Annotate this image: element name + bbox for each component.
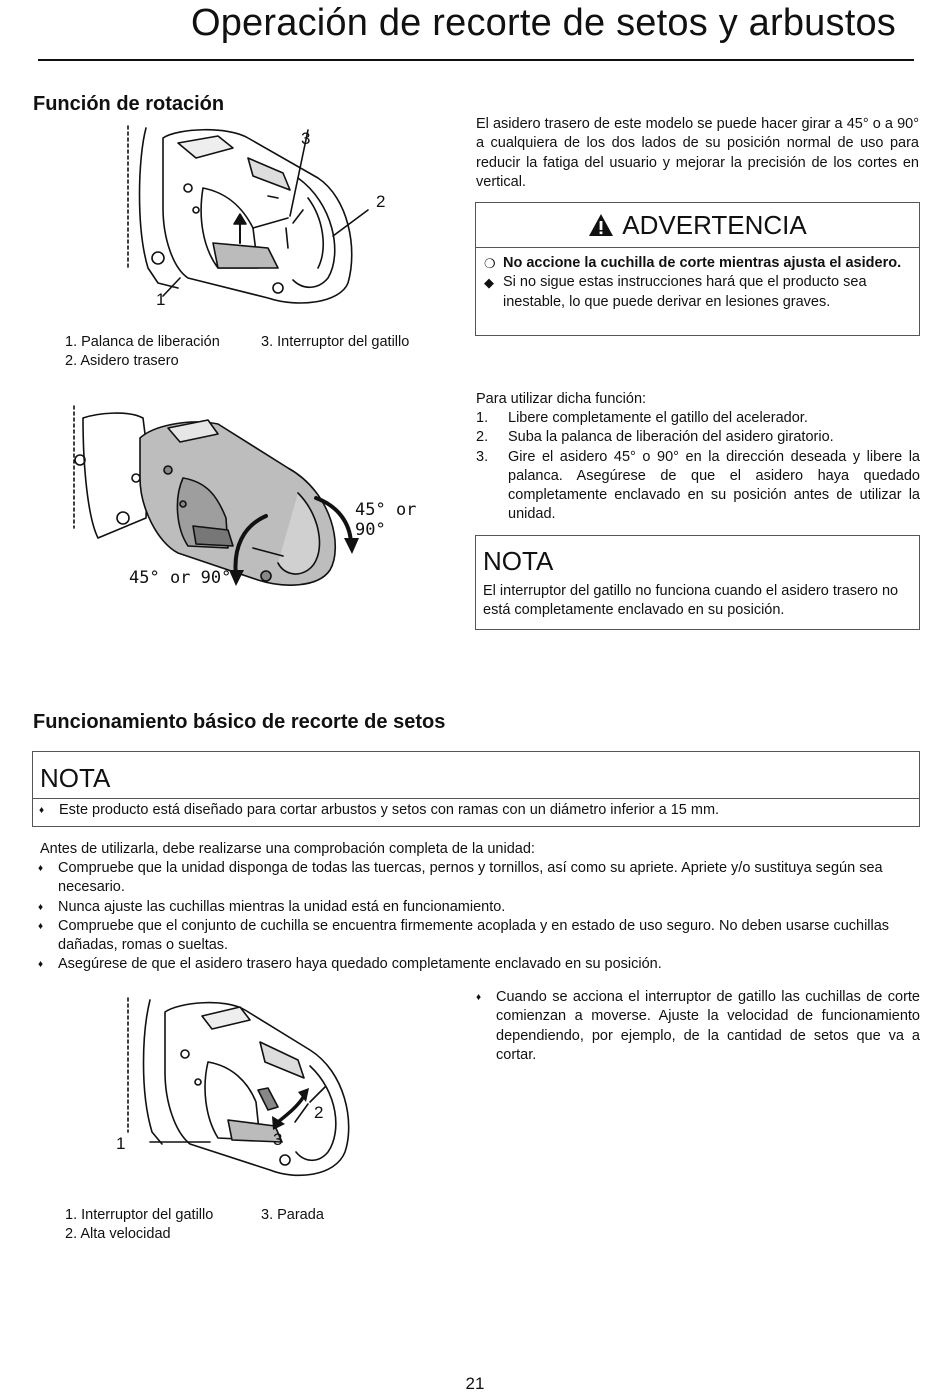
figure-trigger-speed — [110, 992, 370, 1192]
angle-label-right: 45° or 90° — [355, 500, 417, 540]
warning-body — [476, 248, 919, 312]
note-list — [33, 799, 919, 820]
header-rule — [38, 59, 914, 61]
figure-rotation-handle — [118, 118, 418, 328]
bullet-icon: ♦ — [476, 992, 482, 1003]
section-heading-rotation: Función de rotación — [33, 93, 225, 115]
check-item: ♦ Asegúrese de que el asidero trasero haya quedado completamente enclavado en su posición. — [36, 955, 918, 974]
callout-2: 2 — [376, 192, 386, 211]
page-number: 21 — [465, 1374, 485, 1393]
bullet-icon: ♦ — [39, 805, 45, 816]
caption-3: 3. Parada — [261, 1207, 324, 1223]
note-title: NOTA — [33, 752, 919, 799]
check-item: ♦ Compruebe que la unidad disponga de todas las tuercas, pernos y tornillos, así como su apriete. Apriete y/o sustituya según sea necesario. — [36, 859, 918, 898]
caption-1: 1. Palanca de liberación — [65, 334, 220, 350]
page-title: Operación de recorte de setos y arbustos — [190, 2, 896, 44]
warning-box — [475, 202, 920, 336]
bullet-icon: ♦ — [38, 901, 44, 913]
step-2: 2. Suba la palanca de liberación del asidero giratorio. — [476, 429, 834, 446]
step-3: 3. Gire el asidero 45° o 90° en la dirección deseada y libere la palanca. Asegúrese de que el asidero haya quedado completamente enclavado en su posición antes de utilizar la unidad. — [476, 448, 920, 523]
note-item: ♦ Este producto está diseñado para cortar arbustos y setos con ramas con un diámetro inferior a 15 mm. — [37, 801, 919, 820]
note-box-diameter — [32, 751, 920, 827]
note-box-trigger — [475, 535, 920, 630]
callout-3: 3 — [301, 129, 311, 148]
figure-rotation-angles — [68, 398, 448, 598]
note-title: NOTA — [483, 546, 554, 576]
trigger-illustration — [110, 992, 370, 1192]
checks-list — [36, 859, 918, 975]
caption-1: 1. Interruptor del gatillo — [65, 1207, 214, 1223]
check-item: ♦ Compruebe que el conjunto de cuchilla se encuentra firmemente acoplada y en estado de uso seguro. No deben usarse cuchillas dañadas, romas o sueltas. — [36, 917, 918, 956]
usage-steps — [476, 409, 920, 525]
warning-item: ◆ Si no sigue estas instrucciones hará que el producto sea inestable, lo que puede derivar en lesiones graves. — [484, 273, 913, 312]
warning-title: ADVERTENCIA — [622, 209, 807, 240]
caption-2: 2. Alta velocidad — [65, 1226, 171, 1242]
bullet-icon: ♦ — [38, 920, 44, 932]
bullet-icon: ♦ — [38, 863, 44, 874]
usage-intro: Para utilizar dicha función: — [476, 391, 647, 407]
trigger-note: ♦ Cuando se acciona el interruptor de gatillo las cuchillas de corte comienzan a moverse. Ajuste la velocidad de funcionamiento dependiendo, por ejemplo, de la cantidad de setos que va a cortar. — [474, 988, 920, 1065]
note-text: El interruptor del gatillo no funciona cuando el asidero trasero no está completamente enclavado en su posición. — [483, 583, 899, 619]
callout-2: 2 — [314, 1103, 324, 1122]
callout-1: 1 — [116, 1134, 126, 1153]
caption-2: 2. Asidero trasero — [65, 353, 179, 369]
step-1: 1. Libere completamente el gatillo del acelerador. — [476, 410, 808, 426]
handle-rotation-illustration — [68, 398, 448, 598]
caption-3: 3. Interruptor del gatillo — [261, 334, 410, 350]
diamond-bullet-icon: ◆ — [484, 275, 494, 291]
callout-3: 3 — [273, 1130, 283, 1149]
checks-intro: Antes de utilizarla, debe realizarse una comprobación completa de la unidad: — [40, 841, 535, 857]
trigger-note-list — [474, 988, 920, 1065]
warning-triangle-icon — [588, 213, 614, 237]
rotation-intro-text: El asidero trasero de este modelo se puede hacer girar a 45° o a 90° a cualquiera de los dos lados de su posición normal de uso para reducir la fatiga del usuario y mejorar la precisión de los cortes en vertical. — [476, 116, 919, 190]
warning-header — [476, 203, 919, 248]
section-heading-basic-trimming: Funcionamiento básico de recorte de setos — [33, 711, 446, 733]
callout-1: 1 — [156, 290, 166, 309]
circle-bullet-icon: ❍ — [484, 256, 496, 271]
angle-label-left: 45° or 90° — [129, 568, 232, 588]
warning-bold-item: ❍ No accione la cuchilla de corte mientras ajusta el asidero. — [484, 254, 913, 273]
check-item: ♦ Nunca ajuste las cuchillas mientras la unidad está en funcionamiento. — [36, 898, 918, 917]
bullet-icon: ♦ — [38, 959, 44, 971]
